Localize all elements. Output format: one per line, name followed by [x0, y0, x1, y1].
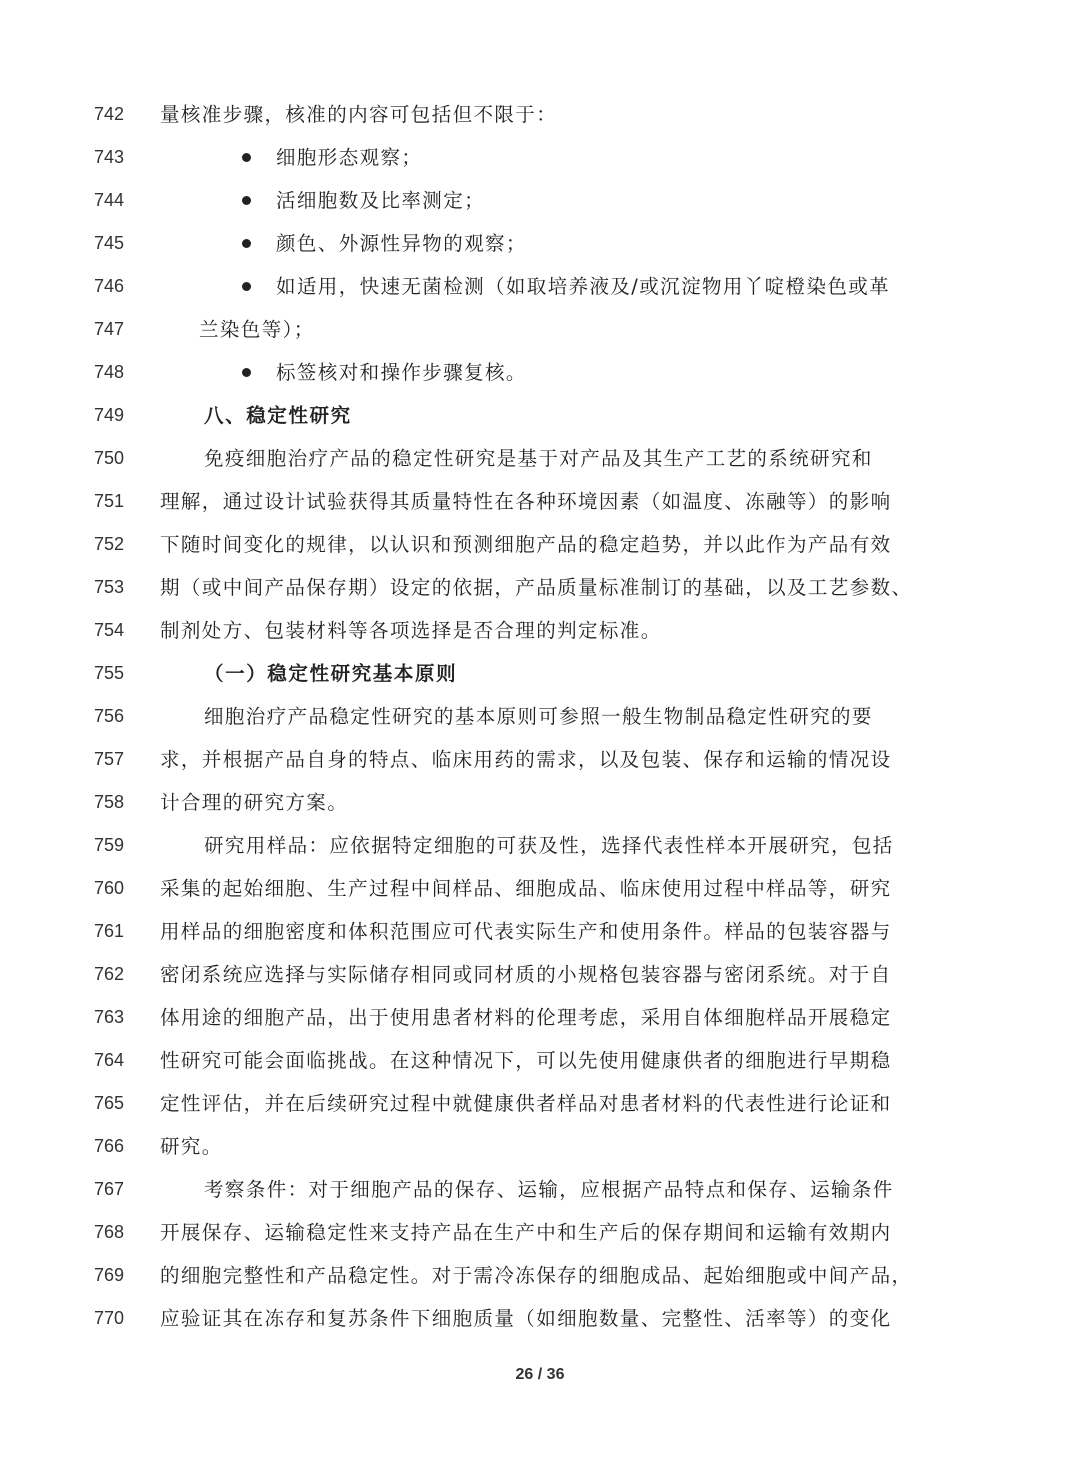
document-line — [0, 93, 1080, 136]
bullet-icon — [242, 282, 251, 291]
line-number: 768 — [94, 1222, 125, 1242]
bullet-icon — [242, 153, 251, 162]
line-text: 考察条件：对于细胞产品的保存、运输，应根据产品特点和保存、运输条件 — [204, 1178, 894, 1201]
line-number: 761 — [94, 921, 125, 941]
document-line — [0, 394, 1080, 437]
line-text: 理解，通过设计试验获得其质量特性在各种环境因素（如温度、冻融等）的影响 — [160, 490, 892, 513]
line-number: 747 — [94, 319, 125, 339]
section-heading: （一）稳定性研究基本原则 — [204, 662, 458, 685]
line-text: 用样品的细胞密度和体积范围应可代表实际生产和使用条件。样品的包装容器与 — [160, 920, 892, 943]
line-text: 期（或中间产品保存期）设定的依据，产品质量标准制订的基础，以及工艺参数、 — [160, 576, 913, 599]
document-line — [0, 222, 1080, 265]
document-line — [0, 867, 1080, 910]
line-text: 开展保存、运输稳定性来支持产品在生产中和生产后的保存期间和运输有效期内 — [160, 1221, 892, 1244]
document-line — [0, 1082, 1080, 1125]
line-number: 744 — [94, 190, 125, 210]
line-number: 758 — [94, 792, 125, 812]
document-line — [0, 1211, 1080, 1254]
line-text: 的细胞完整性和产品稳定性。对于需冷冻保存的细胞成品、起始细胞或中间产品， — [160, 1264, 913, 1287]
line-number: 746 — [94, 276, 125, 296]
document-line — [0, 781, 1080, 824]
line-text: 兰染色等）； — [199, 318, 315, 341]
line-number: 753 — [94, 577, 125, 597]
line-number: 743 — [94, 147, 125, 167]
line-text: 研究。 — [160, 1135, 223, 1158]
line-text: 免疫细胞治疗产品的稳定性研究是基于对产品及其生产工艺的系统研究和 — [204, 447, 873, 470]
document-line — [0, 1039, 1080, 1082]
line-number: 748 — [94, 362, 125, 382]
line-text: 计合理的研究方案。 — [160, 791, 349, 814]
bullet-icon — [242, 368, 251, 377]
line-number: 762 — [94, 964, 125, 984]
line-number: 759 — [94, 835, 125, 855]
line-number: 770 — [94, 1308, 125, 1328]
line-text: 下随时间变化的规律，以认识和预测细胞产品的稳定趋势，并以此作为产品有效 — [160, 533, 892, 556]
line-text: 性研究可能会面临挑战。在这种情况下，可以先使用健康供者的细胞进行早期稳 — [160, 1049, 892, 1072]
line-text: 细胞形态观察； — [276, 146, 423, 169]
bullet-icon — [242, 196, 251, 205]
line-text: 细胞治疗产品稳定性研究的基本原则可参照一般生物制品稳定性研究的要 — [204, 705, 873, 728]
line-number: 764 — [94, 1050, 125, 1070]
document-line — [0, 523, 1080, 566]
line-number: 745 — [94, 233, 125, 253]
document-line — [0, 179, 1080, 222]
line-number: 751 — [94, 491, 125, 511]
line-number: 760 — [94, 878, 125, 898]
line-number: 756 — [94, 706, 125, 726]
line-text: 应验证其在冻存和复苏条件下细胞质量（如细胞数量、完整性、活率等）的变化 — [160, 1307, 892, 1330]
document-line — [0, 1254, 1080, 1297]
document-line — [0, 1297, 1080, 1340]
line-text: 定性评估，并在后续研究过程中就健康供者样品对患者材料的代表性进行论证和 — [160, 1092, 892, 1115]
page-number: 26 / 36 — [515, 1366, 565, 1383]
line-number: 765 — [94, 1093, 125, 1113]
document-line — [0, 910, 1080, 953]
document-line — [0, 695, 1080, 738]
line-text: 研究用样品：应依据特定细胞的可获及性，选择代表性样本开展研究，包括 — [204, 834, 894, 857]
line-number: 769 — [94, 1265, 125, 1285]
line-text: 颜色、外源性异物的观察； — [276, 232, 527, 255]
document-line — [0, 738, 1080, 781]
document-line — [0, 566, 1080, 609]
line-number: 749 — [94, 405, 125, 425]
line-text: 体用途的细胞产品，出于使用患者材料的伦理考虑，采用自体细胞样品开展稳定 — [160, 1006, 892, 1029]
line-text: 量核准步骤，核准的内容可包括但不限于： — [160, 103, 558, 126]
document-line — [0, 824, 1080, 867]
document-line — [0, 652, 1080, 695]
line-number: 763 — [94, 1007, 125, 1027]
line-text: 标签核对和操作步骤复核。 — [276, 361, 527, 384]
line-number: 754 — [94, 620, 125, 640]
section-heading: 八、稳定性研究 — [204, 404, 352, 427]
line-number: 767 — [94, 1179, 125, 1199]
line-number: 757 — [94, 749, 125, 769]
document-line — [0, 1168, 1080, 1211]
line-number: 752 — [94, 534, 125, 554]
line-text: 制剂处方、包装材料等各项选择是否合理的判定标准。 — [160, 619, 662, 642]
document-line — [0, 437, 1080, 480]
document-line — [0, 265, 1080, 308]
document-line — [0, 996, 1080, 1039]
document-line — [0, 308, 1080, 351]
line-text: 密闭系统应选择与实际储存相同或同材质的小规格包装容器与密闭系统。对于自 — [160, 963, 892, 986]
line-number: 755 — [94, 663, 125, 683]
line-number: 742 — [94, 104, 125, 124]
document-line — [0, 1125, 1080, 1168]
line-text: 采集的起始细胞、生产过程中间样品、细胞成品、临床使用过程中样品等，研究 — [160, 877, 892, 900]
line-text: 活细胞数及比率测定； — [276, 189, 486, 212]
line-number: 750 — [94, 448, 125, 468]
line-text: 如适用，快速无菌检测（如取培养液及/或沉淀物用丫啶橙染色或革 — [276, 275, 891, 298]
document-line — [0, 136, 1080, 179]
line-text: 求，并根据产品自身的特点、临床用药的需求，以及包装、保存和运输的情况设 — [160, 748, 892, 771]
document-line — [0, 953, 1080, 996]
bullet-icon — [242, 239, 251, 248]
document-line — [0, 351, 1080, 394]
document-line — [0, 609, 1080, 652]
line-number: 766 — [94, 1136, 125, 1156]
document-line — [0, 480, 1080, 523]
